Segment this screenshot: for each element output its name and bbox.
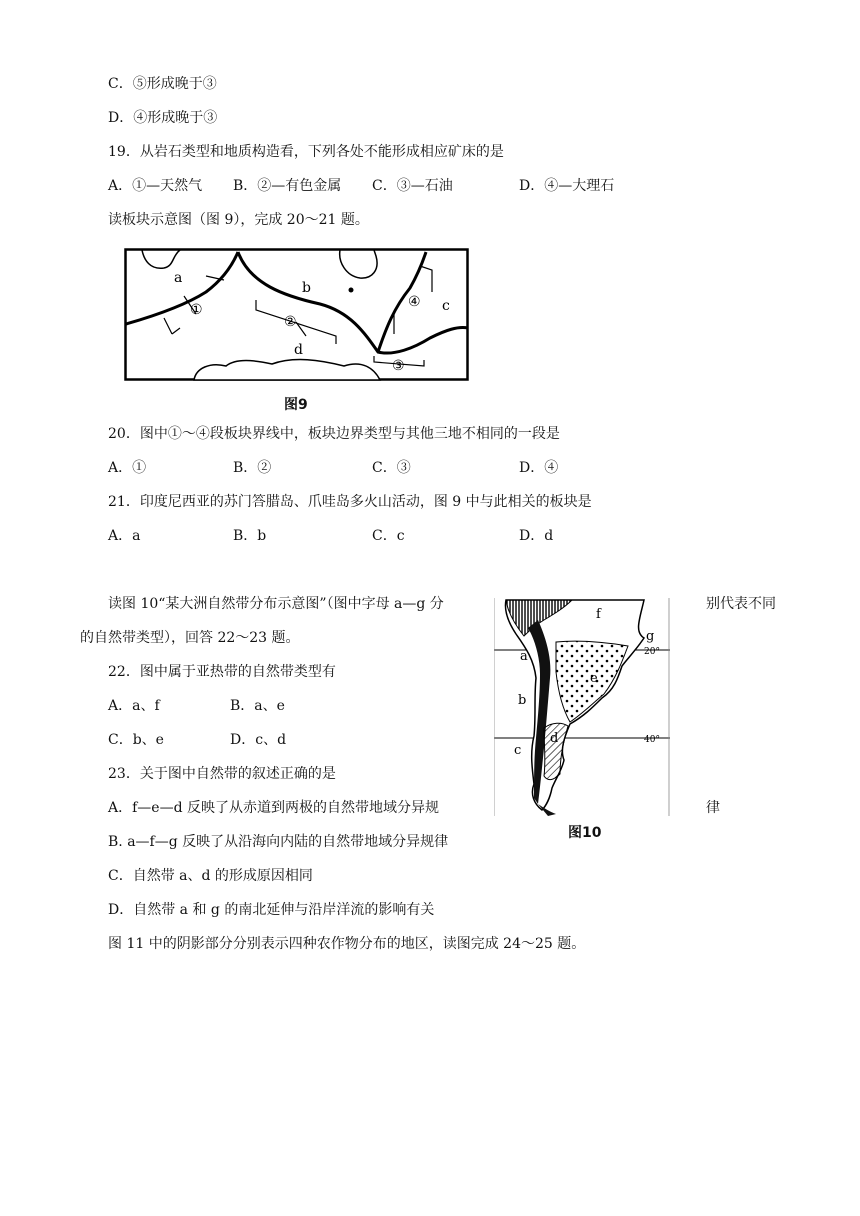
q20-stem: 20．图中①～④段板块界线中，板块边界类型与其他三地不相同的一段是	[108, 426, 560, 442]
q22-stem: 22．图中属于亚热带的自然带类型有	[108, 664, 336, 680]
fig10-label-f: f	[596, 607, 601, 622]
fig9-label-b: b	[302, 280, 311, 296]
fig10-label-e: e	[590, 671, 598, 686]
q22-option-c: C．b、e	[108, 732, 164, 748]
q23-stem: 23．关于图中自然带的叙述正确的是	[108, 766, 336, 782]
fig9-caption: 图9	[284, 397, 308, 413]
q23-option-c: C．自然带 a、d 的形成原因相同	[108, 868, 313, 884]
q23-option-a: A．f—e—d 反映了从赤道到两极的自然带地域分异规	[108, 800, 439, 816]
q18-option-c: C．⑤形成晚于③	[108, 76, 217, 92]
q22-option-d: D．c、d	[230, 732, 287, 748]
q19-stem: 19．从岩石类型和地质构造看，下列各处不能形成相应矿床的是	[108, 144, 504, 160]
fig10-lat-40: 40°	[644, 735, 660, 745]
fig9-marker-4: ④	[408, 294, 421, 310]
q19-option-a: A．①—天然气	[108, 178, 203, 194]
fig9-label-a: a	[174, 270, 183, 286]
fig9-marker-3: ③	[392, 358, 405, 374]
fig10-intro-part2: 别代表不同	[706, 596, 776, 612]
q23-option-b: B. a—f—g 反映了从沿海向内陆的自然带地域分异规律	[108, 834, 449, 850]
q19-option-d: D．④—大理石	[519, 178, 615, 194]
fig10-intro-part1: 读图 10“某大洲自然带分布示意图”（图中字母 a—g 分	[108, 596, 444, 612]
fig10-label-d: d	[550, 731, 559, 746]
q21-option-b: B．b	[233, 528, 267, 544]
q21-option-c: C．c	[372, 528, 405, 544]
fig9-marker-2: ②	[284, 314, 297, 330]
q20-option-c: C．③	[372, 460, 411, 476]
q19-option-c: C．③—石油	[372, 178, 453, 194]
fig10-label-a: a	[520, 649, 528, 664]
fig10-lat-20: 20°	[644, 647, 660, 657]
figure-10-natural-zones-map	[494, 598, 670, 816]
q20-option-d: D．④	[519, 460, 559, 476]
fig9-label-d: d	[294, 342, 303, 358]
fig10-label-c: c	[514, 743, 522, 758]
q21-option-d: D．d	[519, 528, 554, 544]
q21-option-a: A．a	[108, 528, 141, 544]
q23-option-d: D．自然带 a 和 g 的南北延伸与沿岸洋流的影响有关	[108, 902, 435, 918]
fig10-caption: 图10	[568, 825, 602, 841]
q18-option-d: D．④形成晚于③	[108, 110, 218, 126]
fig9-marker-1: ①	[190, 302, 203, 318]
fig10-intro-part3: 的自然带类型），回答 22～23 题。	[80, 630, 300, 646]
figure-9-plate-map	[124, 248, 470, 382]
fig10-label-g: g	[646, 629, 655, 644]
q19-option-b: B．②—有色金属	[233, 178, 342, 194]
q21-stem: 21．印度尼西亚的苏门答腊岛、爪哇岛多火山活动，图 9 中与此相关的板块是	[108, 494, 592, 510]
fig9-label-c: c	[442, 298, 450, 314]
fig11-intro: 图 11 中的阴影部分分别表示四种农作物分布的地区，读图完成 24～25 题。	[108, 936, 586, 952]
q20-option-a: A．①	[108, 460, 147, 476]
fig9-intro: 读板块示意图（图 9），完成 20～21 题。	[108, 212, 369, 228]
q20-option-b: B．②	[233, 460, 272, 476]
q22-option-a: A．a、f	[108, 698, 160, 714]
q22-option-b: B．a、e	[230, 698, 285, 714]
fig10-label-b: b	[518, 693, 527, 708]
q23-option-a-end: 律	[706, 800, 720, 816]
